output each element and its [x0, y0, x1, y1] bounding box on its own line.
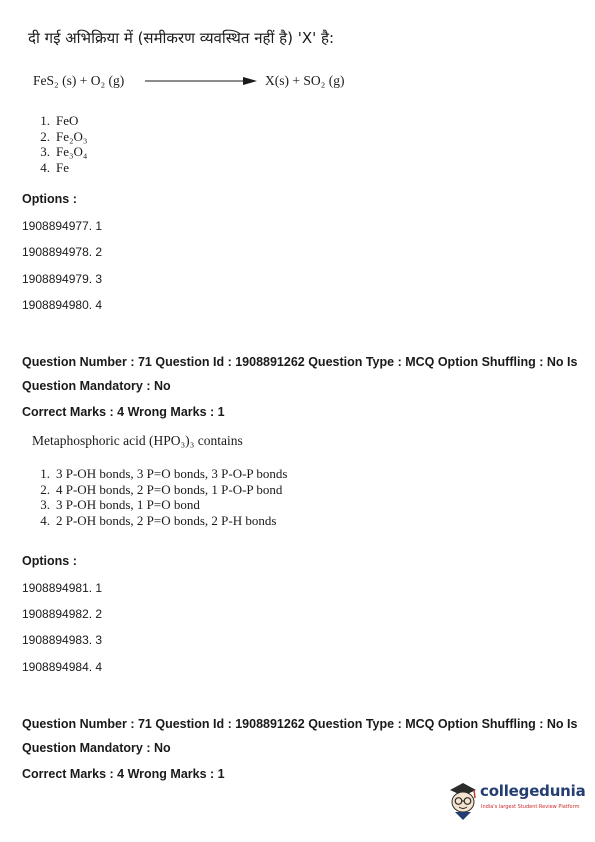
- choice-item: 1. 3 P-OH bonds, 3 P=O bonds, 3 P-O-P bonds: [40, 466, 288, 481]
- choice-item: 2. 4 P-OH bonds, 2 P=O bonds, 1 P-O-P bond: [40, 481, 283, 497]
- choice-item: 3. 3 P-OH bonds, 1 P=O bond: [40, 497, 200, 512]
- question-text-hindi: दी गई अभिक्रिया में (समीकरण व्यवस्थित नहीं है) 'X' है:: [28, 29, 335, 47]
- equation-reactants: FeS₂ (s) + O₂ (g): [33, 73, 125, 88]
- option-id: 1908894978. 2: [22, 245, 103, 259]
- question-mandatory: Question Mandatory : No: [22, 741, 171, 755]
- collegedunia-logo: [446, 778, 586, 823]
- options-label: Options :: [22, 554, 77, 568]
- choice-item: 4. 2 P-OH bonds, 2 P=O bonds, 2 P-H bonds: [40, 512, 277, 528]
- chemical-equation: [28, 73, 388, 93]
- choice-item: 2. Fe₂O₃: [40, 128, 88, 144]
- reaction-arrow-icon: [145, 75, 257, 87]
- question-marks: Correct Marks : 4 Wrong Marks : 1: [22, 405, 225, 419]
- choice-item: 4. Fe: [40, 159, 69, 175]
- option-id: 1908894983. 3: [22, 633, 103, 647]
- choice-item: 1. FeO: [40, 113, 79, 128]
- question-mandatory: Question Mandatory : No: [22, 379, 171, 393]
- student-mascot-icon: [446, 778, 480, 822]
- options-label: Options :: [22, 192, 77, 206]
- question-stem: Metaphosphoric acid (HPO₃)₃ contains: [32, 433, 243, 448]
- equation-products: X(s) + SO₂ (g): [265, 73, 345, 88]
- question-marks: Correct Marks : 4 Wrong Marks : 1: [22, 767, 225, 781]
- logo-tagline: India's largest Student Review Platform: [481, 804, 580, 810]
- logo-wordmark: collegedunia: [480, 782, 586, 800]
- choice-item: 3. Fe₃O₄: [40, 144, 88, 159]
- answer-choices: [28, 466, 288, 528]
- question-header: Question Number : 71 Question Id : 1908891262 Question Type : MCQ Option Shuffling : No Is: [22, 355, 578, 369]
- option-id: 1908894984. 4: [22, 660, 103, 674]
- option-id: 1908894977. 1: [22, 219, 103, 233]
- option-id: 1908894979. 3: [22, 272, 103, 286]
- option-id: 1908894982. 2: [22, 607, 103, 621]
- option-id: 1908894980. 4: [22, 298, 103, 312]
- option-id: 1908894981. 1: [22, 581, 103, 595]
- answer-choices: [28, 113, 87, 175]
- question-header: Question Number : 71 Question Id : 1908891262 Question Type : MCQ Option Shuffling : No Is: [22, 717, 578, 731]
